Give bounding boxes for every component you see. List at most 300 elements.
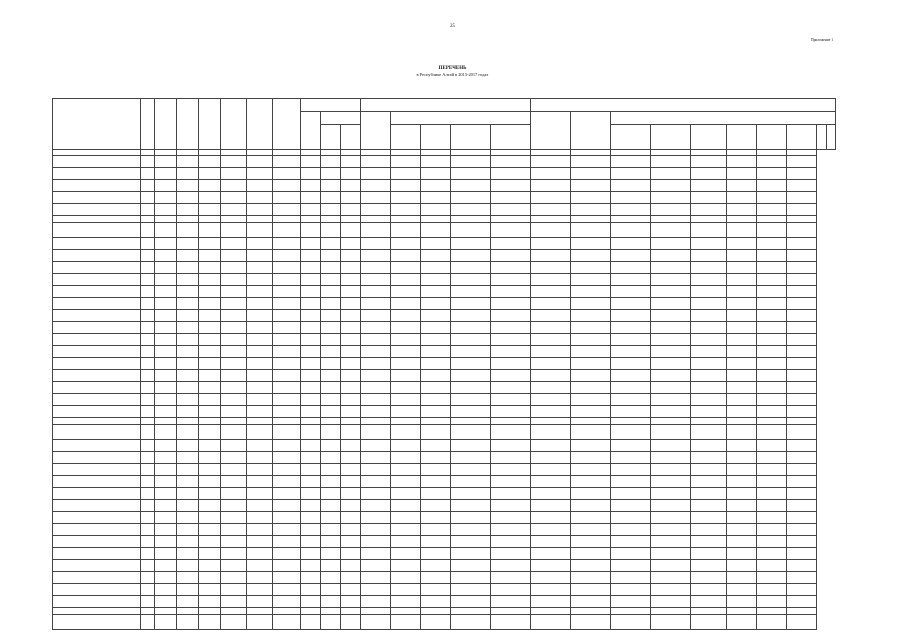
table-cell	[199, 192, 221, 204]
table-cell	[53, 250, 141, 262]
table-cell	[391, 192, 421, 204]
table-cell	[491, 584, 531, 596]
table-cell	[221, 274, 247, 286]
table-cell	[321, 440, 341, 452]
table-cell	[273, 440, 301, 452]
table-cell	[451, 156, 491, 168]
table-cell	[273, 238, 301, 250]
table-cell	[787, 334, 817, 346]
table-cell	[341, 382, 361, 394]
table-cell	[611, 238, 651, 250]
table-cell	[571, 452, 611, 464]
table-cell	[177, 406, 199, 418]
table-cell	[155, 488, 177, 500]
gap-row	[53, 216, 836, 223]
document-title: ПЕРЕЧЕНЬ	[438, 66, 467, 71]
table-cell	[341, 418, 361, 425]
table-cell	[273, 223, 301, 238]
table-cell	[571, 560, 611, 572]
table-cell	[531, 204, 571, 216]
table-cell	[177, 238, 199, 250]
table-cell	[361, 223, 391, 238]
table-cell	[341, 346, 361, 358]
table-cell	[141, 418, 155, 425]
table-cell	[273, 274, 301, 286]
table-cell	[199, 615, 221, 630]
table-cell	[727, 476, 757, 488]
table-cell	[247, 500, 273, 512]
table-cell	[787, 418, 817, 425]
table-cell	[651, 512, 691, 524]
table-cell	[301, 286, 321, 298]
table-header-cell	[301, 99, 361, 112]
table-cell	[247, 452, 273, 464]
table-cell	[391, 406, 421, 418]
table-cell	[141, 572, 155, 584]
table-cell	[491, 238, 531, 250]
table-cell	[177, 192, 199, 204]
table-cell	[155, 192, 177, 204]
table-cell	[199, 488, 221, 500]
table-cell	[361, 418, 391, 425]
table-cell	[651, 464, 691, 476]
table-cell	[421, 216, 451, 223]
appendix-note	[723, 38, 833, 43]
table-cell	[341, 168, 361, 180]
table-cell	[391, 488, 421, 500]
table-cell	[247, 204, 273, 216]
appendix-line: Приложение 1	[811, 38, 833, 42]
table-cell	[273, 572, 301, 584]
table-cell	[301, 560, 321, 572]
table-cell	[451, 370, 491, 382]
table-cell	[341, 192, 361, 204]
table-cell	[53, 584, 141, 596]
table-cell	[451, 274, 491, 286]
table-cell	[651, 204, 691, 216]
table-cell	[691, 394, 727, 406]
table-cell	[177, 334, 199, 346]
table-cell	[611, 394, 651, 406]
table-cell	[391, 382, 421, 394]
table-cell	[571, 370, 611, 382]
table-cell	[321, 524, 341, 536]
table-cell	[301, 572, 321, 584]
table-cell	[421, 156, 451, 168]
table-cell	[301, 382, 321, 394]
table-cell	[341, 370, 361, 382]
table-cell	[787, 238, 817, 250]
table-row	[53, 596, 836, 608]
table-cell	[531, 524, 571, 536]
table-cell	[421, 334, 451, 346]
table-cell	[247, 548, 273, 560]
table-cell	[361, 476, 391, 488]
table-cell	[727, 536, 757, 548]
table-cell	[247, 608, 273, 615]
table-cell	[301, 204, 321, 216]
table-cell	[321, 322, 341, 334]
table-cell	[491, 216, 531, 223]
table-cell	[571, 406, 611, 418]
table-cell	[141, 298, 155, 310]
table-cell	[691, 500, 727, 512]
table-cell	[321, 464, 341, 476]
table-cell	[361, 406, 391, 418]
table-cell	[571, 608, 611, 615]
table-cell	[273, 596, 301, 608]
table-cell	[531, 584, 571, 596]
table-cell	[273, 168, 301, 180]
table-cell	[451, 298, 491, 310]
table-cell	[301, 310, 321, 322]
table-row	[53, 322, 836, 334]
table-cell	[727, 584, 757, 596]
table-cell	[199, 596, 221, 608]
table-cell	[199, 238, 221, 250]
table-cell	[361, 382, 391, 394]
table-cell	[247, 382, 273, 394]
table-cell	[391, 464, 421, 476]
table-cell	[361, 168, 391, 180]
table-cell	[451, 500, 491, 512]
table-cell	[571, 310, 611, 322]
table-cell	[53, 572, 141, 584]
table-cell	[611, 418, 651, 425]
table-cell	[727, 168, 757, 180]
table-cell	[531, 615, 571, 630]
table-cell	[221, 440, 247, 452]
table-cell	[651, 548, 691, 560]
table-cell	[611, 452, 651, 464]
table-row	[53, 584, 836, 596]
table-cell	[361, 452, 391, 464]
table-cell	[141, 223, 155, 238]
table-cell	[321, 572, 341, 584]
table-cell	[651, 476, 691, 488]
table-cell	[361, 548, 391, 560]
table-cell	[141, 452, 155, 464]
table-cell	[571, 512, 611, 524]
table-cell	[421, 524, 451, 536]
table-header-cell	[321, 125, 341, 150]
table-cell	[571, 168, 611, 180]
gap-row	[53, 608, 836, 615]
table-cell	[421, 382, 451, 394]
table-cell	[787, 608, 817, 615]
table-row	[53, 346, 836, 358]
table-cell	[757, 440, 787, 452]
table-cell	[651, 192, 691, 204]
table-cell	[391, 370, 421, 382]
table-cell	[221, 310, 247, 322]
table-cell	[391, 560, 421, 572]
table-cell	[787, 223, 817, 238]
table-cell	[451, 223, 491, 238]
table-cell	[531, 596, 571, 608]
table-cell	[787, 452, 817, 464]
table-cell	[141, 524, 155, 536]
table-cell	[321, 394, 341, 406]
table-cell	[787, 298, 817, 310]
table-cell	[531, 425, 571, 440]
table-cell	[273, 298, 301, 310]
table-row	[53, 238, 836, 250]
table-cell	[727, 382, 757, 394]
table-cell	[787, 322, 817, 334]
table-cell	[611, 168, 651, 180]
table-cell	[155, 608, 177, 615]
table-cell	[651, 536, 691, 548]
table-cell	[571, 394, 611, 406]
table-cell	[361, 192, 391, 204]
table-cell	[787, 394, 817, 406]
table-cell	[391, 334, 421, 346]
table-cell	[155, 584, 177, 596]
table-cell	[273, 370, 301, 382]
table-cell	[571, 596, 611, 608]
table-cell	[757, 512, 787, 524]
table-cell	[273, 262, 301, 274]
table-cell	[321, 500, 341, 512]
table-cell	[221, 512, 247, 524]
table-cell	[177, 500, 199, 512]
table-cell	[273, 156, 301, 168]
table-cell	[53, 286, 141, 298]
table-cell	[177, 536, 199, 548]
table-cell	[531, 488, 571, 500]
table-cell	[391, 274, 421, 286]
table-cell	[155, 382, 177, 394]
table-cell	[757, 425, 787, 440]
table-cell	[611, 608, 651, 615]
table-cell	[727, 204, 757, 216]
table-cell	[491, 262, 531, 274]
table-row	[53, 382, 836, 394]
table-cell	[691, 548, 727, 560]
table-cell	[177, 156, 199, 168]
table-cell	[247, 512, 273, 524]
table-cell	[53, 464, 141, 476]
table-cell	[177, 425, 199, 440]
table-cell	[321, 274, 341, 286]
table-cell	[757, 488, 787, 500]
table-cell	[177, 615, 199, 630]
table-cell	[757, 596, 787, 608]
table-cell	[757, 310, 787, 322]
table-cell	[651, 334, 691, 346]
table-cell	[199, 382, 221, 394]
table-cell	[341, 464, 361, 476]
table-cell	[757, 334, 787, 346]
table-cell	[691, 310, 727, 322]
table-cell	[531, 500, 571, 512]
table-cell	[757, 346, 787, 358]
table-cell	[571, 382, 611, 394]
table-cell	[341, 204, 361, 216]
table-cell	[361, 180, 391, 192]
table-cell	[571, 250, 611, 262]
table-cell	[787, 425, 817, 440]
table-cell	[727, 180, 757, 192]
table-cell	[531, 452, 571, 464]
table-cell	[361, 464, 391, 476]
table-cell	[155, 476, 177, 488]
table-cell	[651, 615, 691, 630]
table-cell	[531, 168, 571, 180]
table-cell	[221, 584, 247, 596]
table-cell	[391, 608, 421, 615]
table-cell	[651, 274, 691, 286]
table-cell	[611, 500, 651, 512]
table-cell	[141, 346, 155, 358]
table-header-cell	[826, 125, 835, 150]
table-cell	[155, 536, 177, 548]
table-cell	[391, 418, 421, 425]
table-cell	[321, 615, 341, 630]
table-header-cell	[571, 112, 611, 150]
table-cell	[361, 216, 391, 223]
table-cell	[571, 286, 611, 298]
table-cell	[727, 216, 757, 223]
table-header-cell	[531, 112, 571, 150]
table-cell	[757, 394, 787, 406]
table-cell	[155, 440, 177, 452]
table-cell	[691, 512, 727, 524]
table-cell	[691, 223, 727, 238]
table-header-cell	[301, 112, 321, 150]
table-cell	[341, 274, 361, 286]
table-cell	[361, 500, 391, 512]
table-cell	[787, 192, 817, 204]
table-cell	[273, 382, 301, 394]
table-cell	[391, 452, 421, 464]
table-cell	[571, 262, 611, 274]
page-number: 25	[450, 24, 455, 29]
table-cell	[53, 608, 141, 615]
table-cell	[53, 560, 141, 572]
table-header-cell	[491, 125, 531, 150]
table-cell	[53, 524, 141, 536]
table-cell	[571, 464, 611, 476]
table-cell	[391, 298, 421, 310]
table-cell	[321, 512, 341, 524]
table-cell	[421, 548, 451, 560]
table-cell	[247, 216, 273, 223]
table-cell	[221, 524, 247, 536]
table-cell	[691, 464, 727, 476]
total-row	[53, 180, 836, 192]
table-cell	[141, 250, 155, 262]
table-cell	[391, 223, 421, 238]
table-cell	[273, 334, 301, 346]
table-cell	[221, 286, 247, 298]
table-cell	[531, 216, 571, 223]
table-cell	[301, 584, 321, 596]
table-cell	[53, 238, 141, 250]
table-cell	[273, 216, 301, 223]
table-cell	[491, 156, 531, 168]
table-cell	[141, 310, 155, 322]
table-cell	[531, 274, 571, 286]
table-cell	[757, 286, 787, 298]
table-cell	[391, 512, 421, 524]
table-cell	[531, 298, 571, 310]
table-header-cell	[611, 112, 836, 125]
table-cell	[321, 476, 341, 488]
table-cell	[199, 334, 221, 346]
table-cell	[691, 406, 727, 418]
table-cell	[787, 440, 817, 452]
table-cell	[651, 394, 691, 406]
table-cell	[177, 346, 199, 358]
table-cell	[787, 560, 817, 572]
table-cell	[727, 346, 757, 358]
table-cell	[341, 250, 361, 262]
table-cell	[531, 156, 571, 168]
table-cell	[531, 418, 571, 425]
table-cell	[651, 425, 691, 440]
table-row	[53, 560, 836, 572]
table-cell	[361, 394, 391, 406]
table-cell	[155, 596, 177, 608]
table-cell	[361, 286, 391, 298]
table-cell	[787, 572, 817, 584]
table-cell	[273, 358, 301, 370]
table-cell	[273, 615, 301, 630]
table-cell	[531, 346, 571, 358]
table-cell	[571, 346, 611, 358]
table-cell	[651, 180, 691, 192]
table-cell	[341, 425, 361, 440]
table-header-cell	[155, 99, 177, 150]
table-cell	[651, 488, 691, 500]
table-cell	[341, 286, 361, 298]
table-cell	[341, 334, 361, 346]
table-cell	[321, 370, 341, 382]
table-cell	[491, 346, 531, 358]
table-cell	[341, 452, 361, 464]
table-cell	[247, 572, 273, 584]
table-cell	[53, 394, 141, 406]
table-cell	[361, 358, 391, 370]
table-cell	[221, 615, 247, 630]
table-cell	[451, 418, 491, 425]
table-cell	[491, 274, 531, 286]
table-cell	[361, 584, 391, 596]
table-cell	[221, 358, 247, 370]
table-cell	[391, 180, 421, 192]
table-cell	[611, 286, 651, 298]
table-cell	[53, 216, 141, 223]
table-cell	[53, 476, 141, 488]
table-cell	[451, 536, 491, 548]
table-cell	[651, 560, 691, 572]
table-cell	[321, 406, 341, 418]
table-cell	[787, 216, 817, 223]
table-cell	[155, 310, 177, 322]
table-cell	[391, 596, 421, 608]
table-cell	[421, 370, 451, 382]
table-cell	[787, 382, 817, 394]
table-cell	[53, 358, 141, 370]
table-cell	[199, 394, 221, 406]
table-cell	[341, 440, 361, 452]
table-cell	[421, 358, 451, 370]
table-cell	[221, 548, 247, 560]
table-row	[53, 370, 836, 382]
table-cell	[199, 464, 221, 476]
